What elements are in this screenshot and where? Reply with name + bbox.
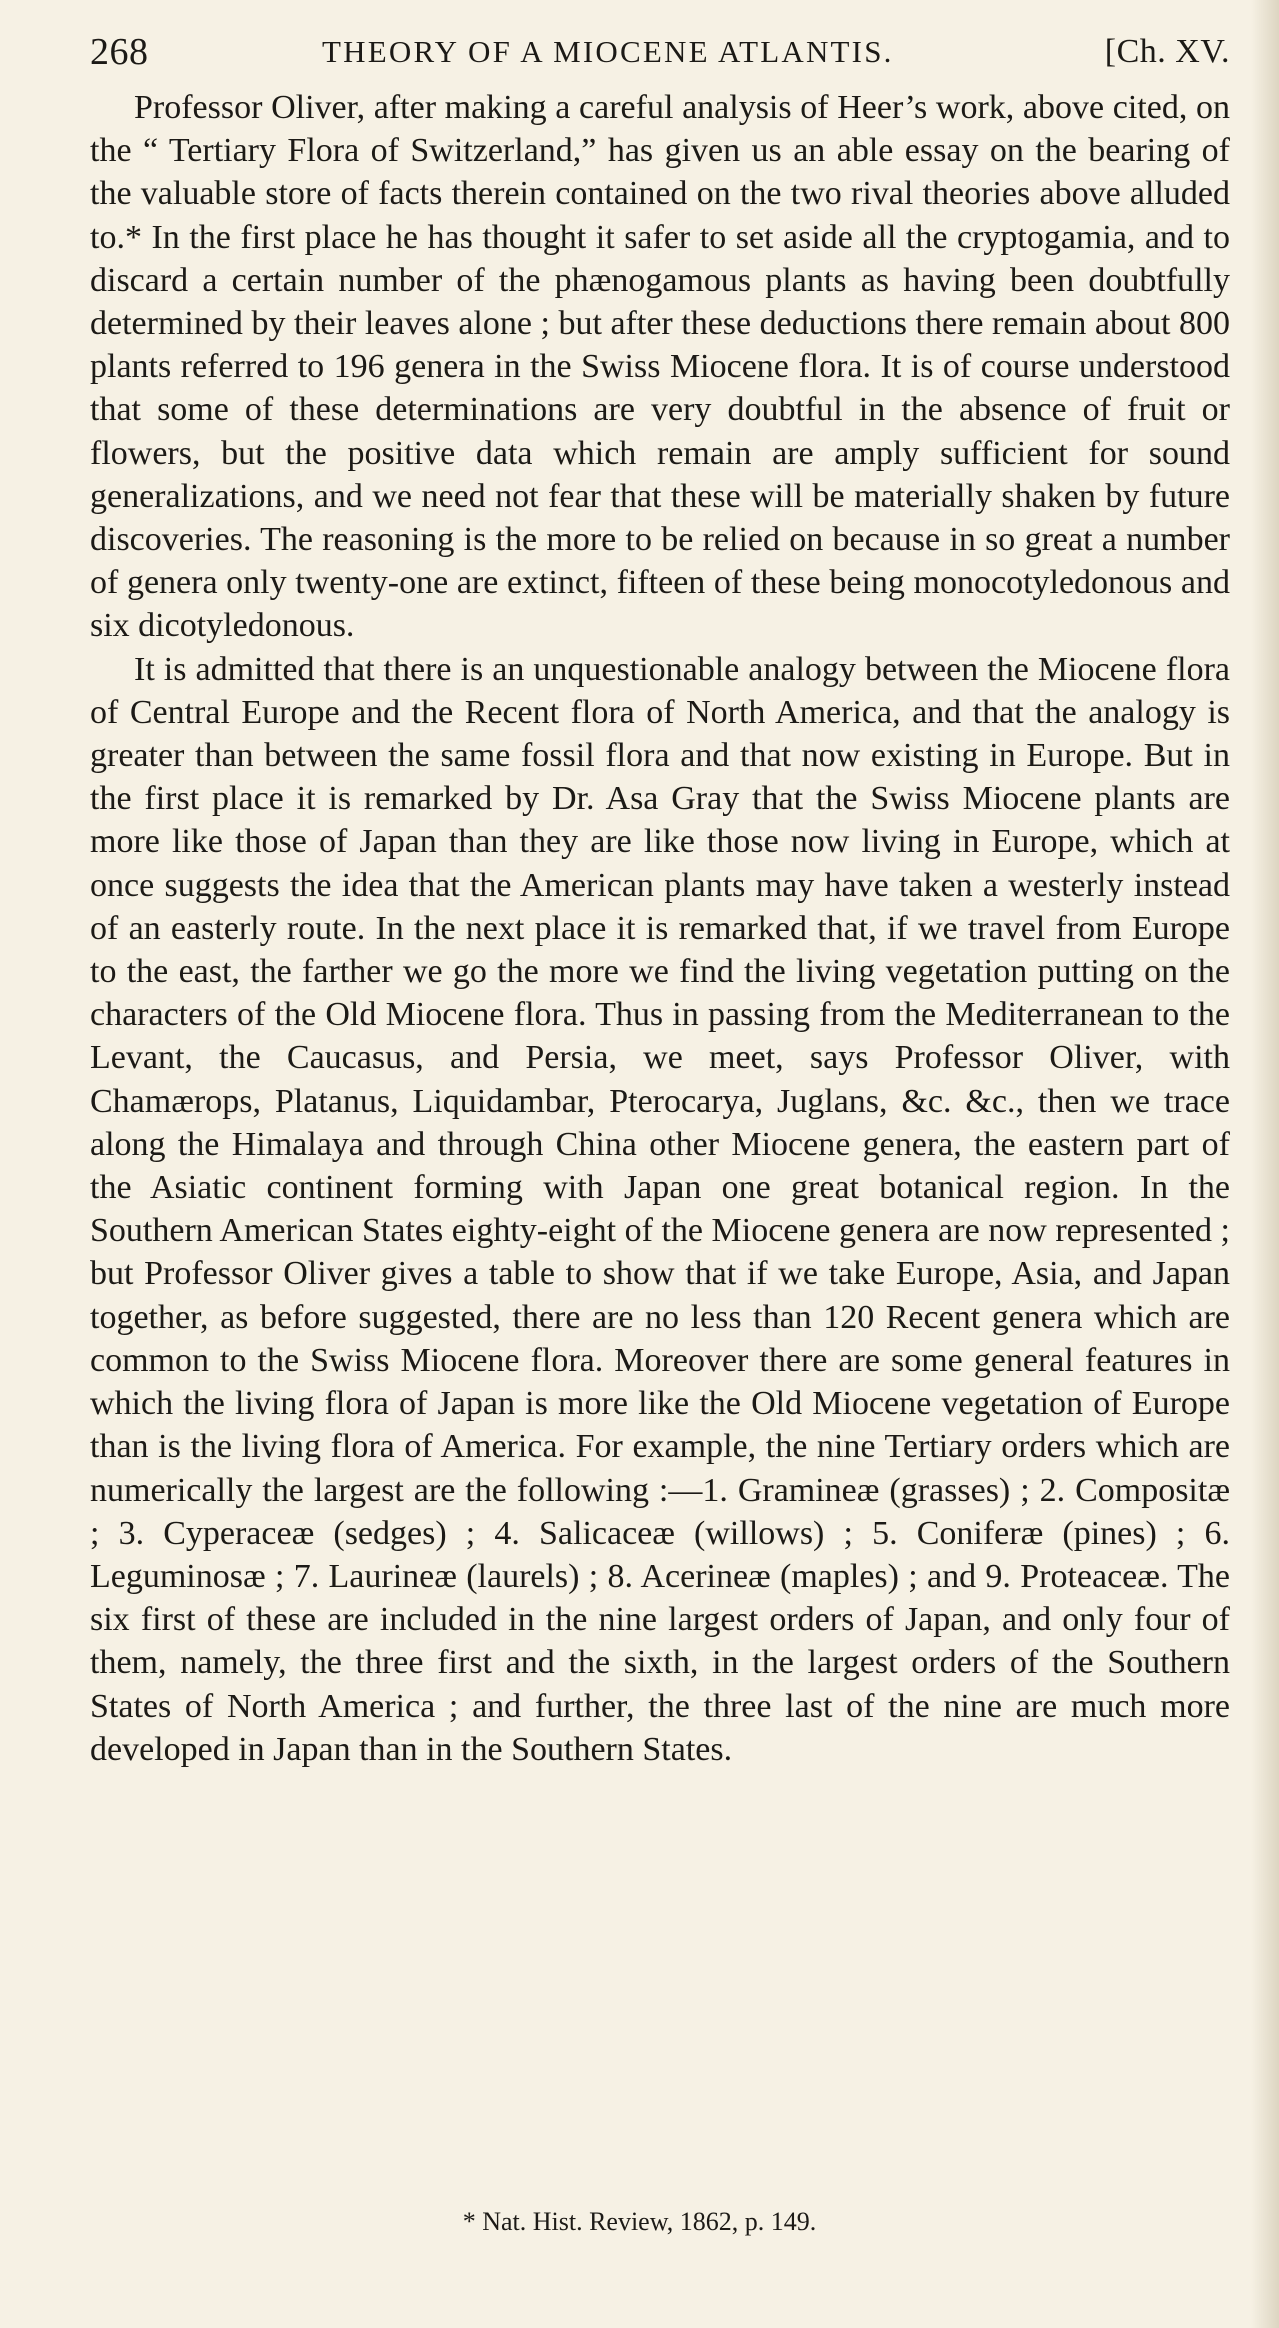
footnote: * Nat. Hist. Review, 1862, p. 149.	[462, 2207, 817, 2236]
page-edge-shadow	[1251, 0, 1279, 2328]
body-text	[90, 86, 1230, 1771]
page-number: 268	[90, 31, 149, 73]
paragraph: It is admitted that there is an unquestionable analogy between the Miocene flora of Central Europe and the Recent flora of North America, and that the analogy is greater than between the same fossil flora and that now existing in Europe. But in the first place it is remarked by Dr. Asa Gray that the Swiss Miocene plants are more like those of Japan than they are like those now living in Europe, which at once suggests the idea that the American plants may have taken a westerly instead of an easterly route. In the next place it is remarked that, if we travel from Europe to the east, the farther we go the more we find the living vegetation putting on the characters of the Old Miocene flora. Thus in passing from the Mediterranean to the Levant, the Caucasus, and Persia, we meet, says Professor Oliver, with Chamærops, Platanus, Liquidambar, Pterocarya, Juglans, &c. &c., then we trace along the Himalaya and through China other Miocene genera, the eastern part of the Asiatic continent forming with Japan one great botanical region. In the Southern American States eighty-eight of the Miocene genera are now represented ; but Professor Oliver gives a table to show that if we take Europe, Asia, and Japan together, as before suggested, there are no less than 120 Recent genera which are common to the Swiss Miocene flora. Moreover there are some general features in which the living flora of Japan is more like the Old Miocene vegetation of Europe than is the living flora of America. For example, the nine Tertiary orders which are numerically the largest are the following :—1. Gramineæ (grasses) ; 2. Compositæ ; 3. Cyperaceæ (sedges) ; 4. Salicaceæ (willows) ; 5. Coniferæ (pines) ; 6. Leguminosæ ; 7. Laurineæ (laurels) ; 8. Acerineæ (maples) ; and 9. Proteaceæ. The six first of these are included in the nine largest orders of Japan, and only four of them, namely, the three first and the sixth, in the largest orders of the Southern States of North America ; and further, the three last of the nine are much more developed in Japan than in the Southern States.	[90, 650, 1230, 1768]
chapter-reference: [Ch. XV.	[1104, 33, 1230, 70]
paragraph: Professor Oliver, after making a careful analysis of Heer’s work, above cited, on the “ Tertiary Flora of Switzerland,” has given us an able essay on the bearing of the valuable store of facts therein contained on the two rival theories above alluded to.* In the first place he has thought it safer to set aside all the cryptogamia, and to discard a certain number of the phænogamous plants as having been doubtfully determined by their leaves alone ; but after these deductions there remain about 800 plants referred to 196 genera in the Swiss Miocene flora. It is of course understood that some of these determinations are very doubtful in the absence of fruit or flowers, but the positive data which remain are amply sufficient for sound generalizations, and we need not fear that these will be materially shaken by future discoveries. The reasoning is the more to be relied on because in so great a number of genera only twenty-one are extinct, fifteen of these being monocotyledonous and six dicotyledonous.	[90, 89, 1230, 645]
running-title: THEORY OF A MIOCENE ATLANTIS.	[322, 34, 894, 69]
running-head	[90, 28, 1230, 76]
